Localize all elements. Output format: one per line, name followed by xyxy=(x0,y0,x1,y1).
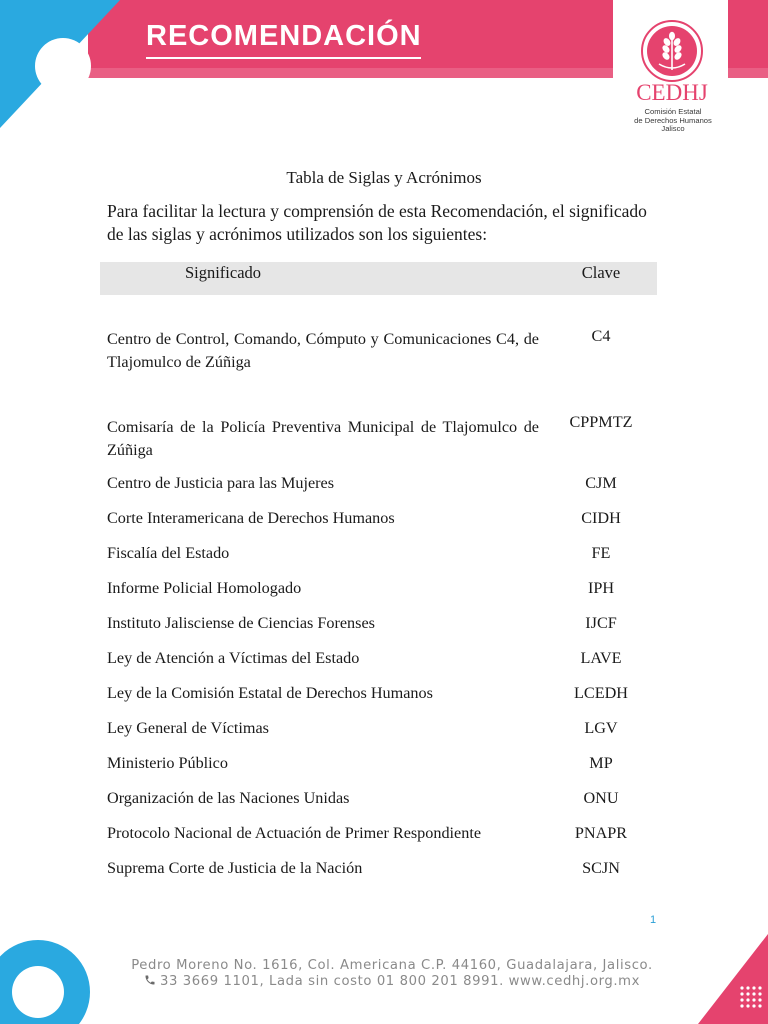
footer-address: Pedro Moreno No. 1616, Col. Americana C.P. 44160, Guadalajara, Jalisco. xyxy=(131,958,653,973)
footer-contact: 33 3669 1101, Lada sin costo 01 800 201 8991. www.cedhj.org.mx xyxy=(159,974,641,989)
table-row-clave: IJCF xyxy=(585,614,617,632)
table-row-significado: Centro de Control, Comando, Cómputo y Comunicaciones C4, de Tlajomulco de Zúñiga xyxy=(107,330,539,371)
header-title: RECOMENDACIÓN xyxy=(146,20,422,52)
table-row-significado: Comisaría de la Policía Preventiva Municipal de Tlajomulco de Zúñiga xyxy=(107,418,539,459)
table-header-significado: Significado xyxy=(184,263,262,282)
table-row-clave: MP xyxy=(589,754,613,772)
logo-name: CEDHJ xyxy=(636,80,708,105)
table-row-clave: SCJN xyxy=(582,859,620,877)
table-row-significado: Instituto Jalisciense de Ciencias Forenses xyxy=(107,614,375,632)
table-row-significado: Ley General de Víctimas xyxy=(107,719,269,737)
table-row-clave: LCEDH xyxy=(574,684,628,702)
table-row-clave: C4 xyxy=(591,327,611,345)
table-row-significado: Fiscalía del Estado xyxy=(107,544,230,562)
page-number: 1 xyxy=(650,914,657,926)
table-row-significado: Centro de Justicia para las Mujeres xyxy=(107,474,335,492)
table-row-clave: CPPMTZ xyxy=(569,413,633,431)
table-row-clave: ONU xyxy=(583,789,619,807)
table-row-significado: Informe Policial Homologado xyxy=(107,579,302,597)
table-row-significado: Ley de la Comisión Estatal de Derechos Humanos xyxy=(107,684,433,702)
table-row-significado: Organización de las Naciones Unidas xyxy=(107,789,350,807)
table-row-clave: CJM xyxy=(585,474,617,492)
table-row-clave: CIDH xyxy=(581,509,621,527)
logo-subtitle xyxy=(628,108,718,134)
table-row-clave: LAVE xyxy=(580,649,622,667)
table-row-significado: Protocolo Nacional de Actuación de Primer Respondiente xyxy=(107,824,482,842)
header-underline xyxy=(146,57,421,59)
table-row-significado: Suprema Corte de Justicia de la Nación xyxy=(107,859,363,877)
phone-icon xyxy=(144,974,156,986)
table-row-clave: IPH xyxy=(587,579,615,597)
footer-contact-line xyxy=(0,974,768,989)
logo-subtitle-line: Jalisco xyxy=(661,124,685,133)
table-row-clave: LGV xyxy=(584,719,618,737)
cedhj-logo-icon xyxy=(641,20,703,82)
document-title: Tabla de Siglas y Acrónimos xyxy=(286,168,482,187)
table-header-clave: Clave xyxy=(581,263,621,282)
table-row-clave: PNAPR xyxy=(574,824,628,842)
logo-subtitle-line: de Derechos Humanos xyxy=(634,115,712,125)
intro-paragraph: Para facilitar la lectura y comprensión de esta Recomendación, el significado de las siglas y acrónimos utilizados son los siguientes: xyxy=(107,201,647,244)
table-row-significado: Ley de Atención a Víctimas del Estado xyxy=(107,649,360,667)
table-row-clave: FE xyxy=(591,544,611,562)
table-row-significado: Ministerio Público xyxy=(107,754,228,772)
logo-subtitle-line: Comisión Estatal xyxy=(644,107,702,116)
table-row-significado: Corte Interamericana de Derechos Humanos xyxy=(107,509,395,527)
